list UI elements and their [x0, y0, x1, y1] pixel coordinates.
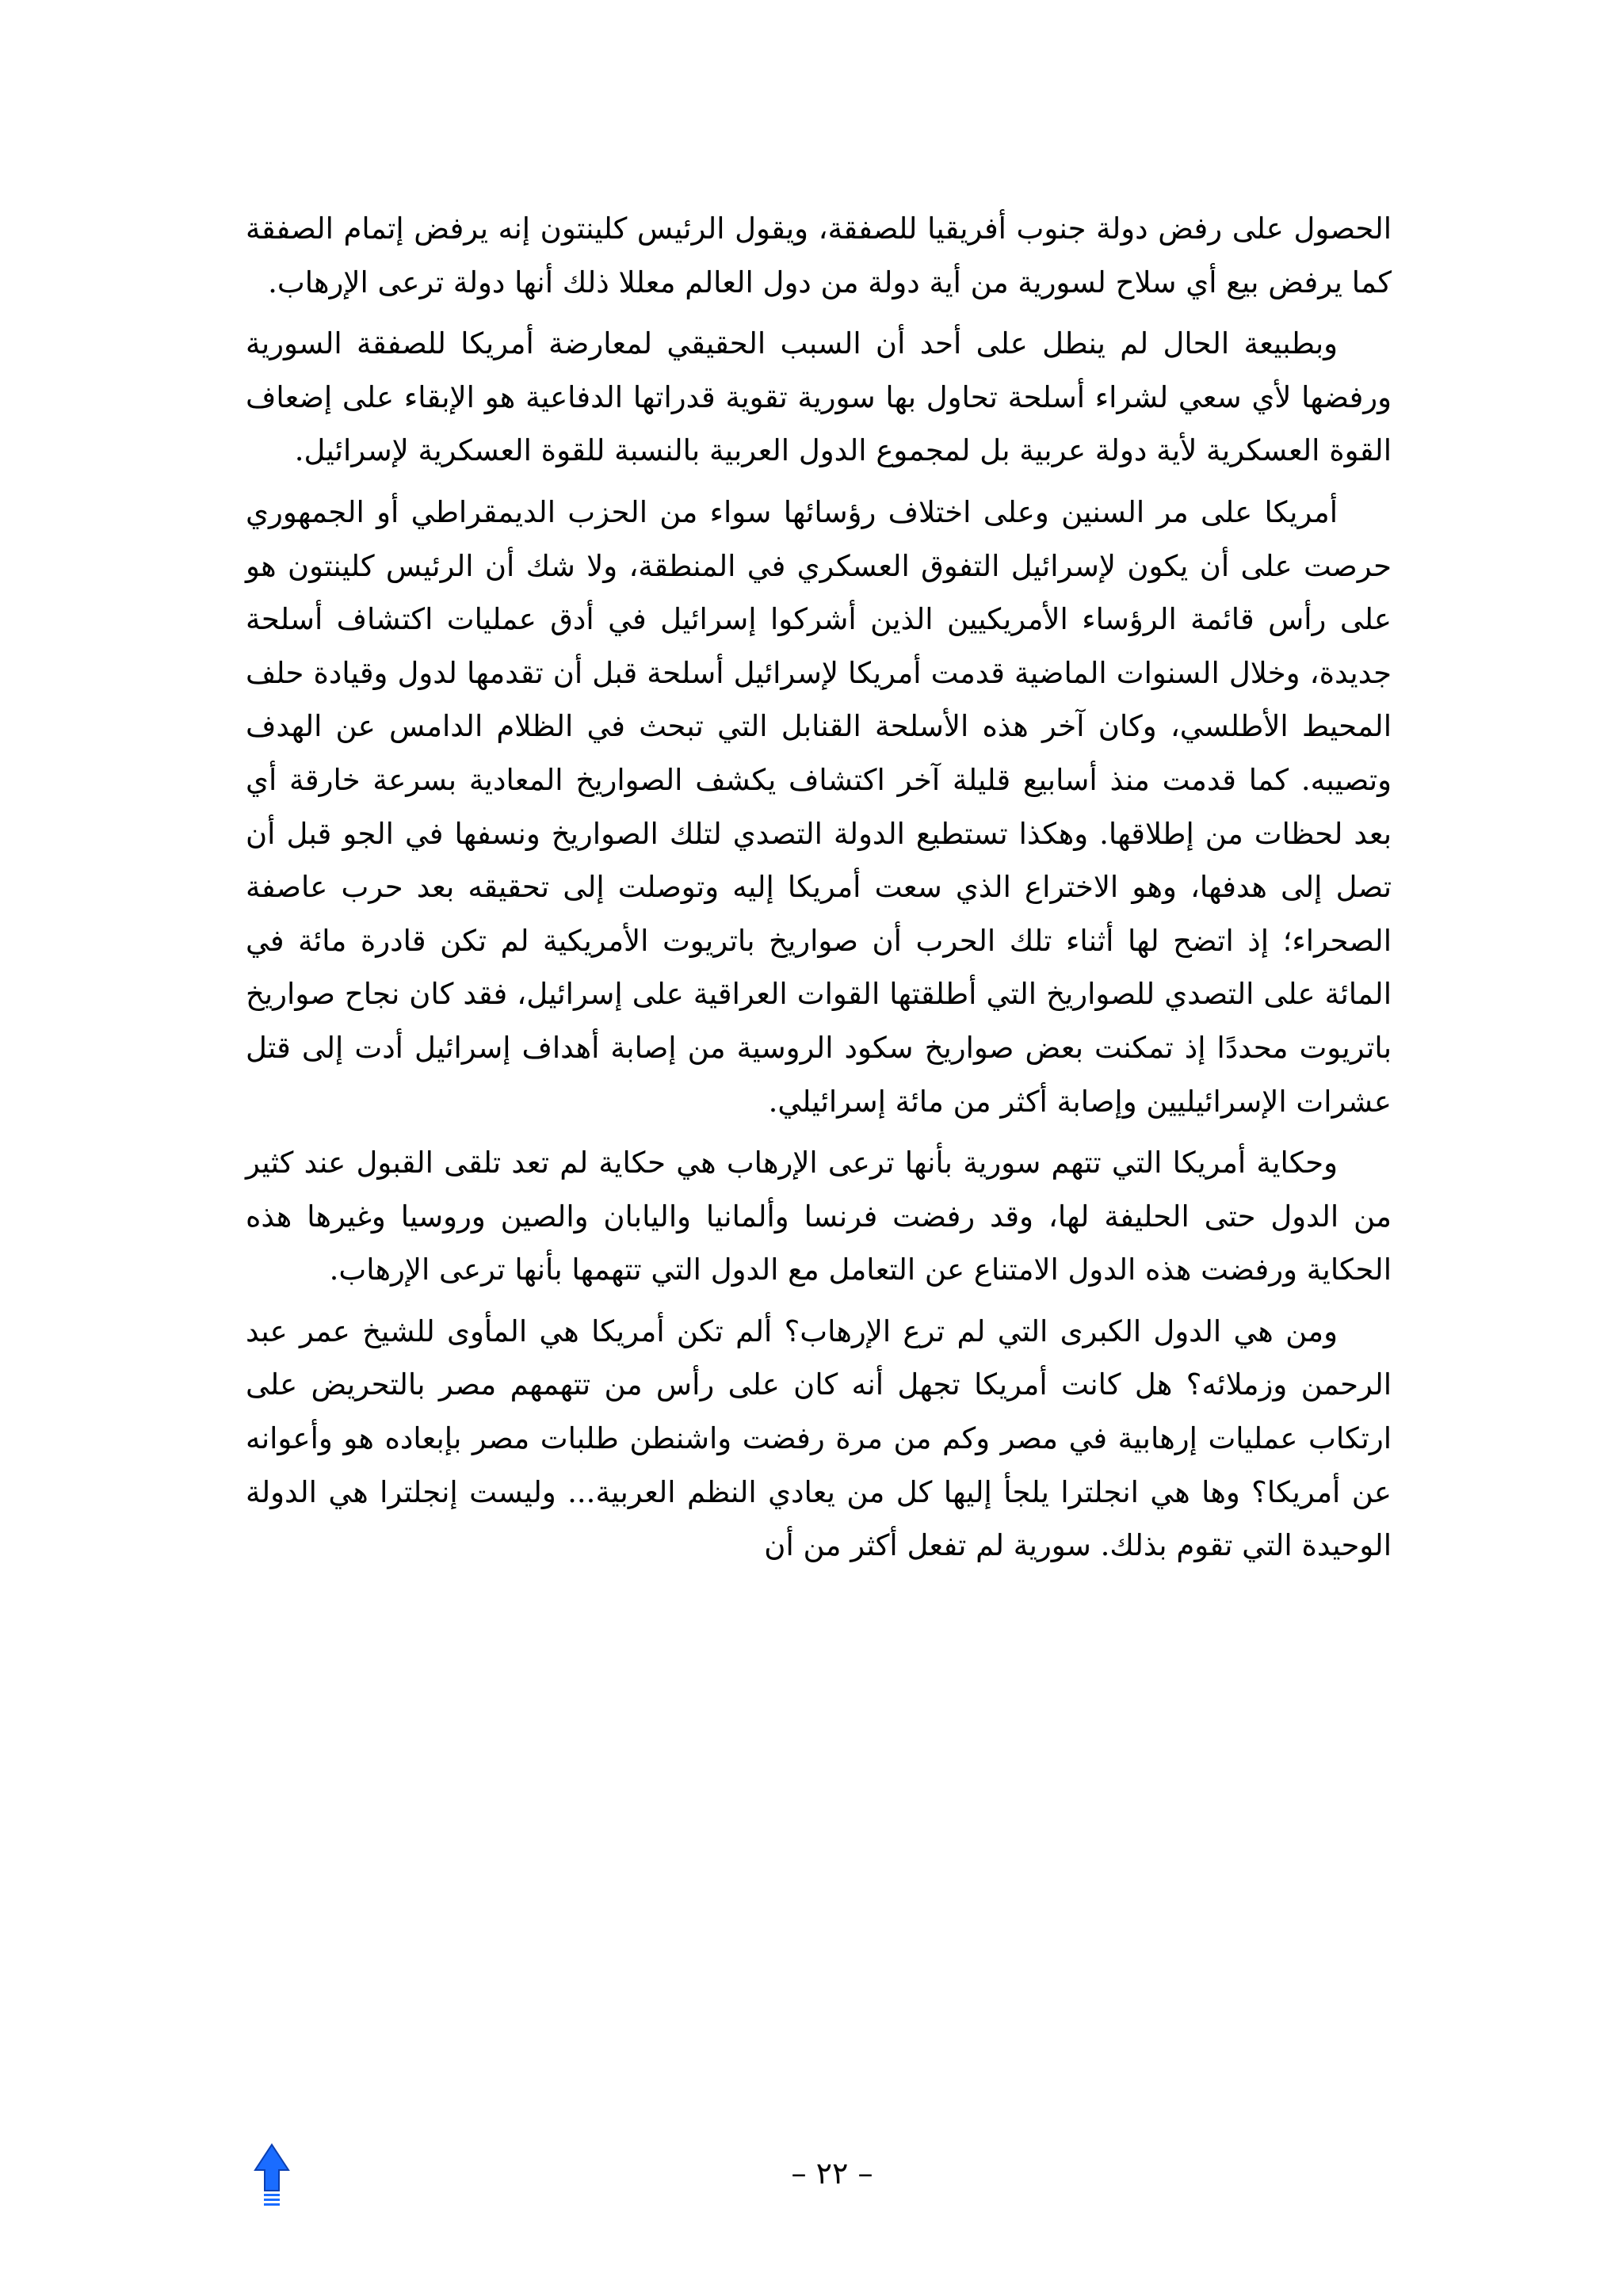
- paragraph: وبطبيعة الحال لم ينطل على أحد أن السبب الحقيقي لمعارضة أمريكا للصفقة السورية ورفضها لأي سعي لشراء أسلحة تحاول بها سورية تقوية قدراتها الدفاعية هو الإبقاء على إضعاف القوة العسكرية لأية دولة عربية بل لمجموع الدول العربية بالنسبة للقوة العسكرية لإسرائيل.: [246, 326, 1392, 468]
- paragraph: الحصول على رفض دولة جنوب أفريقيا للصفقة، ويقول الرئيس كلينتون إنه يرفض إتمام الصفقة كما يرفض بيع أي سلاح لسورية من أية دولة من دول العالم معللا ذلك أنها دولة ترعى الإرهاب.: [246, 212, 1392, 299]
- page-number: – ٢٢ –: [791, 2156, 873, 2191]
- paragraph: ومن هي الدول الكبرى التي لم ترع الإرهاب؟ ألم تكن أمريكا هي المأوى للشيخ عمر عبد الرحمن وزملائه؟ هل كانت أمريكا تجهل أنه كان على رأس من تتهمهم مصر بالتحريض على ارتكاب عمليات إرهابية في مصر وكم من مرة رفضت واشنطن طلبات مصر بإبعاده هو وأعوانه عن أمريكا؟ وها هي انجلترا يلجأ إليها كل من يعادي النظم العربية... وليست إنجلترا هي الدولة الوحيدة التي تقوم بذلك. سورية لم تفعل أكثر من أن: [246, 1314, 1392, 1563]
- paragraph: وحكاية أمريكا التي تتهم سورية بأنها ترعى الإرهاب هي حكاية لم تعد تلقى القبول عند كثير من الدول حتى الحليفة لها، وقد رفضت فرنسا وألمانيا واليابان والصين وروسيا وغيرها هذه الحكاية ورفضت هذه الدول الامتناع عن التعامل مع الدول التي تتهمها بأنها ترعى الإرهاب.: [246, 1146, 1392, 1287]
- up-arrow-icon[interactable]: [254, 2143, 290, 2208]
- paragraph: أمريكا على مر السنين وعلى اختلاف رؤسائها سواء من الحزب الديمقراطي أو الجمهوري حرصت على أن يكون لإسرائيل التفوق العسكري في المنطقة، ولا شك أن الرئيس كلينتون هو على رأس قائمة الرؤساء الأمريكيين الذين أشركوا إسرائيل في أدق عمليات اكتشاف أسلحة جديدة، وخلال السنوات الماضية قدمت أمريكا لإسرائيل أسلحة قبل أن تقدمها لدول وقيادة حلف المحيط الأطلسي، وكان آخر هذه الأسلحة القنابل التي تبحث في الظلام الدامس عن الهدف وتصيبه. كما قدمت منذ أسابيع قليلة آخر اكتشاف يكشف الصواريخ المعادية بسرعة خارقة أي بعد لحظات من إطلاقها. وهكذا تستطيع الدولة التصدي لتلك الصواريخ ونسفها في الجو قبل أن تصل إلى هدفها، وهو الاختراع الذي سعت أمريكا إليه وتوصلت إلى تحقيقه بعد حرب عاصفة الصحراء؛ إذ اتضح لها أثناء تلك الحرب أن صواريخ باتريوت الأمريكية لم تكن قادرة مائة في المائة على التصدي للصواريخ التي أطلقتها القوات العراقية على إسرائيل، فقد كان نجاح صواريخ باتريوت محددًا إذ تمكنت بعض صواريخ سكود الروسية من إصابة أهداف إسرائيل أدت إلى قتل عشرات الإسرائيليين وإصابة أكثر من مائة إسرائيلي.: [246, 494, 1392, 1119]
- up-arrow-icon-graphic: [254, 2143, 290, 2208]
- document-body: [246, 202, 1392, 1581]
